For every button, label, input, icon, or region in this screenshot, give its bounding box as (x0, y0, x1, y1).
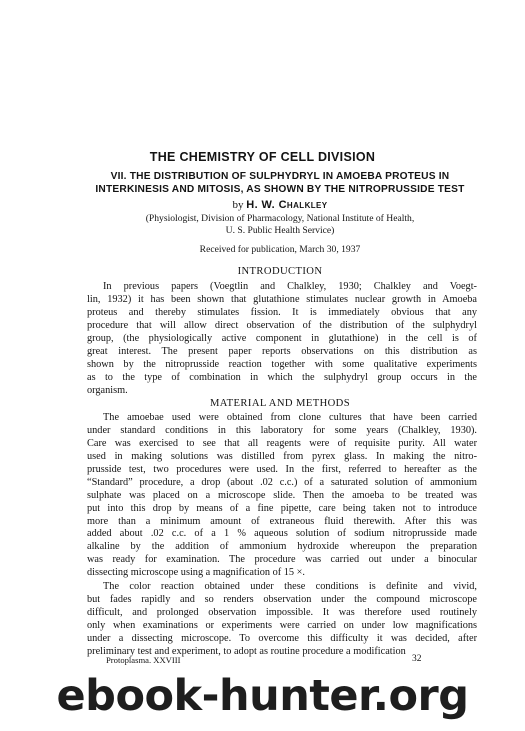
paragraph-line: under a dissecting microscope. To overcome this difficulty it was decided, after (87, 632, 477, 644)
paragraph-line: lin, 1932) it has been shown that glutathione stimulates nuclear growth in Amoeba (87, 293, 477, 305)
paragraph-line: shown by the nitroprusside reaction together with some qualitative experiments (87, 358, 477, 370)
paragraph-line: organism. (87, 384, 128, 396)
author-prefix: by (232, 199, 244, 211)
section-heading-introduction: INTRODUCTION (237, 266, 323, 277)
paragraph-line: prusside test, two procedures were used. In the first, referred to hereafter as the (87, 463, 477, 475)
paragraph-line: alkaline by the addition of ammonium hydroxide whereupon the preparation (87, 541, 477, 553)
paragraph-line: sulphate was placed on a microscope slide. Then the amoeba to be treated was (87, 489, 477, 501)
methods-paragraph-2 (87, 581, 477, 659)
author-name: H. W. Chalkley (246, 199, 328, 211)
received-date: Received for publication, March 30, 1937 (199, 244, 361, 255)
subtitle-line-1: VII. THE DISTRIBUTION OF SULPHYDRYL IN AMOEBA PROTEUS IN (110, 171, 450, 182)
paragraph-line: was ready for examination. The procedure was carried out under a binocular (87, 554, 477, 566)
paragraph-line: as to the type of combination in which the sulphydryl group occurs in the (87, 371, 477, 383)
paragraph-line: In previous papers (Voegtlin and Chalkley, 1930; Chalkley and Voegt- (103, 281, 477, 292)
section-heading-methods: MATERIAL AND METHODS (209, 398, 351, 409)
paragraph-line: only when examinations or experiments were carried on under low magnifications (87, 619, 477, 631)
paragraph-line: difficult, and prolonged observation impossible. It was therefore used routinely (87, 606, 477, 618)
introduction-paragraph (87, 281, 477, 397)
methods-paragraph-1 (87, 412, 477, 580)
paragraph-line: group, (the physiologically active component in glutathione) in the cell is of (87, 332, 477, 344)
paragraph-line: Care was exercised to see that all reagents were of requisite purity. All water (87, 437, 477, 449)
paragraph-line: used in making solutions was distilled from pyrex glass. In making the nitro- (87, 450, 477, 462)
paragraph-line: preliminary test and experiment, to adopt as routine procedure a modification (87, 645, 406, 657)
paragraph-line: The amoebae used were obtained from clone cultures that have been carried (103, 412, 477, 423)
paragraph-line: proteus and thereby stimulates fission. It is immediately obvious that any (87, 306, 477, 318)
paragraph-line: more than a minimum amount of extraneous fluid therewith. After this was (87, 515, 477, 527)
watermark-logo: ebook-hunter.org (56, 671, 469, 721)
affiliation-line-1: (Physiologist, Division of Pharmacology, National Institute of Health, (145, 213, 415, 224)
article-title: THE CHEMISTRY OF CELL DIVISION (149, 150, 376, 164)
paragraph-line: The color reaction obtained under these conditions is definite and vivid, (103, 581, 477, 592)
subtitle-line-2: INTERKINESIS AND MITOSIS, AS SHOWN BY THE NITROPRUSSIDE TEST (95, 183, 465, 195)
paragraph-line: procedure that will allow direct observation of the distribution of the sulphydryl (87, 319, 477, 331)
journal-footer: Protoplasma. XXVIII (106, 655, 181, 665)
paragraph-line: great interest. The present paper reports observations on this distribution as (87, 345, 477, 357)
paragraph-line: added about .02 c.c. of a 1 % aqueous solution of sodium nitroprusside made (87, 528, 477, 540)
paragraph-line: under standard conditions in this laboratory for some years (Chalkley, 1930). (87, 424, 477, 436)
author-line (0, 199, 525, 211)
page-number: 32 (412, 654, 422, 664)
paragraph-line: put into this drop by means of a fine pipette, care being taken not to introduce (87, 502, 477, 514)
paragraph-line: “Standard” procedure, a drop (about .02 c.c.) of a saturated solution of ammonium (87, 476, 477, 488)
affiliation-line-2: U. S. Public Health Service) (225, 225, 335, 237)
affiliation (0, 213, 525, 237)
article-subtitle (70, 171, 490, 196)
paragraph-line: but fades rapidly and so renders observation under the compound microscope (87, 593, 477, 605)
paragraph-line: dissecting microscope using a magnification of 15 ×. (87, 567, 305, 579)
